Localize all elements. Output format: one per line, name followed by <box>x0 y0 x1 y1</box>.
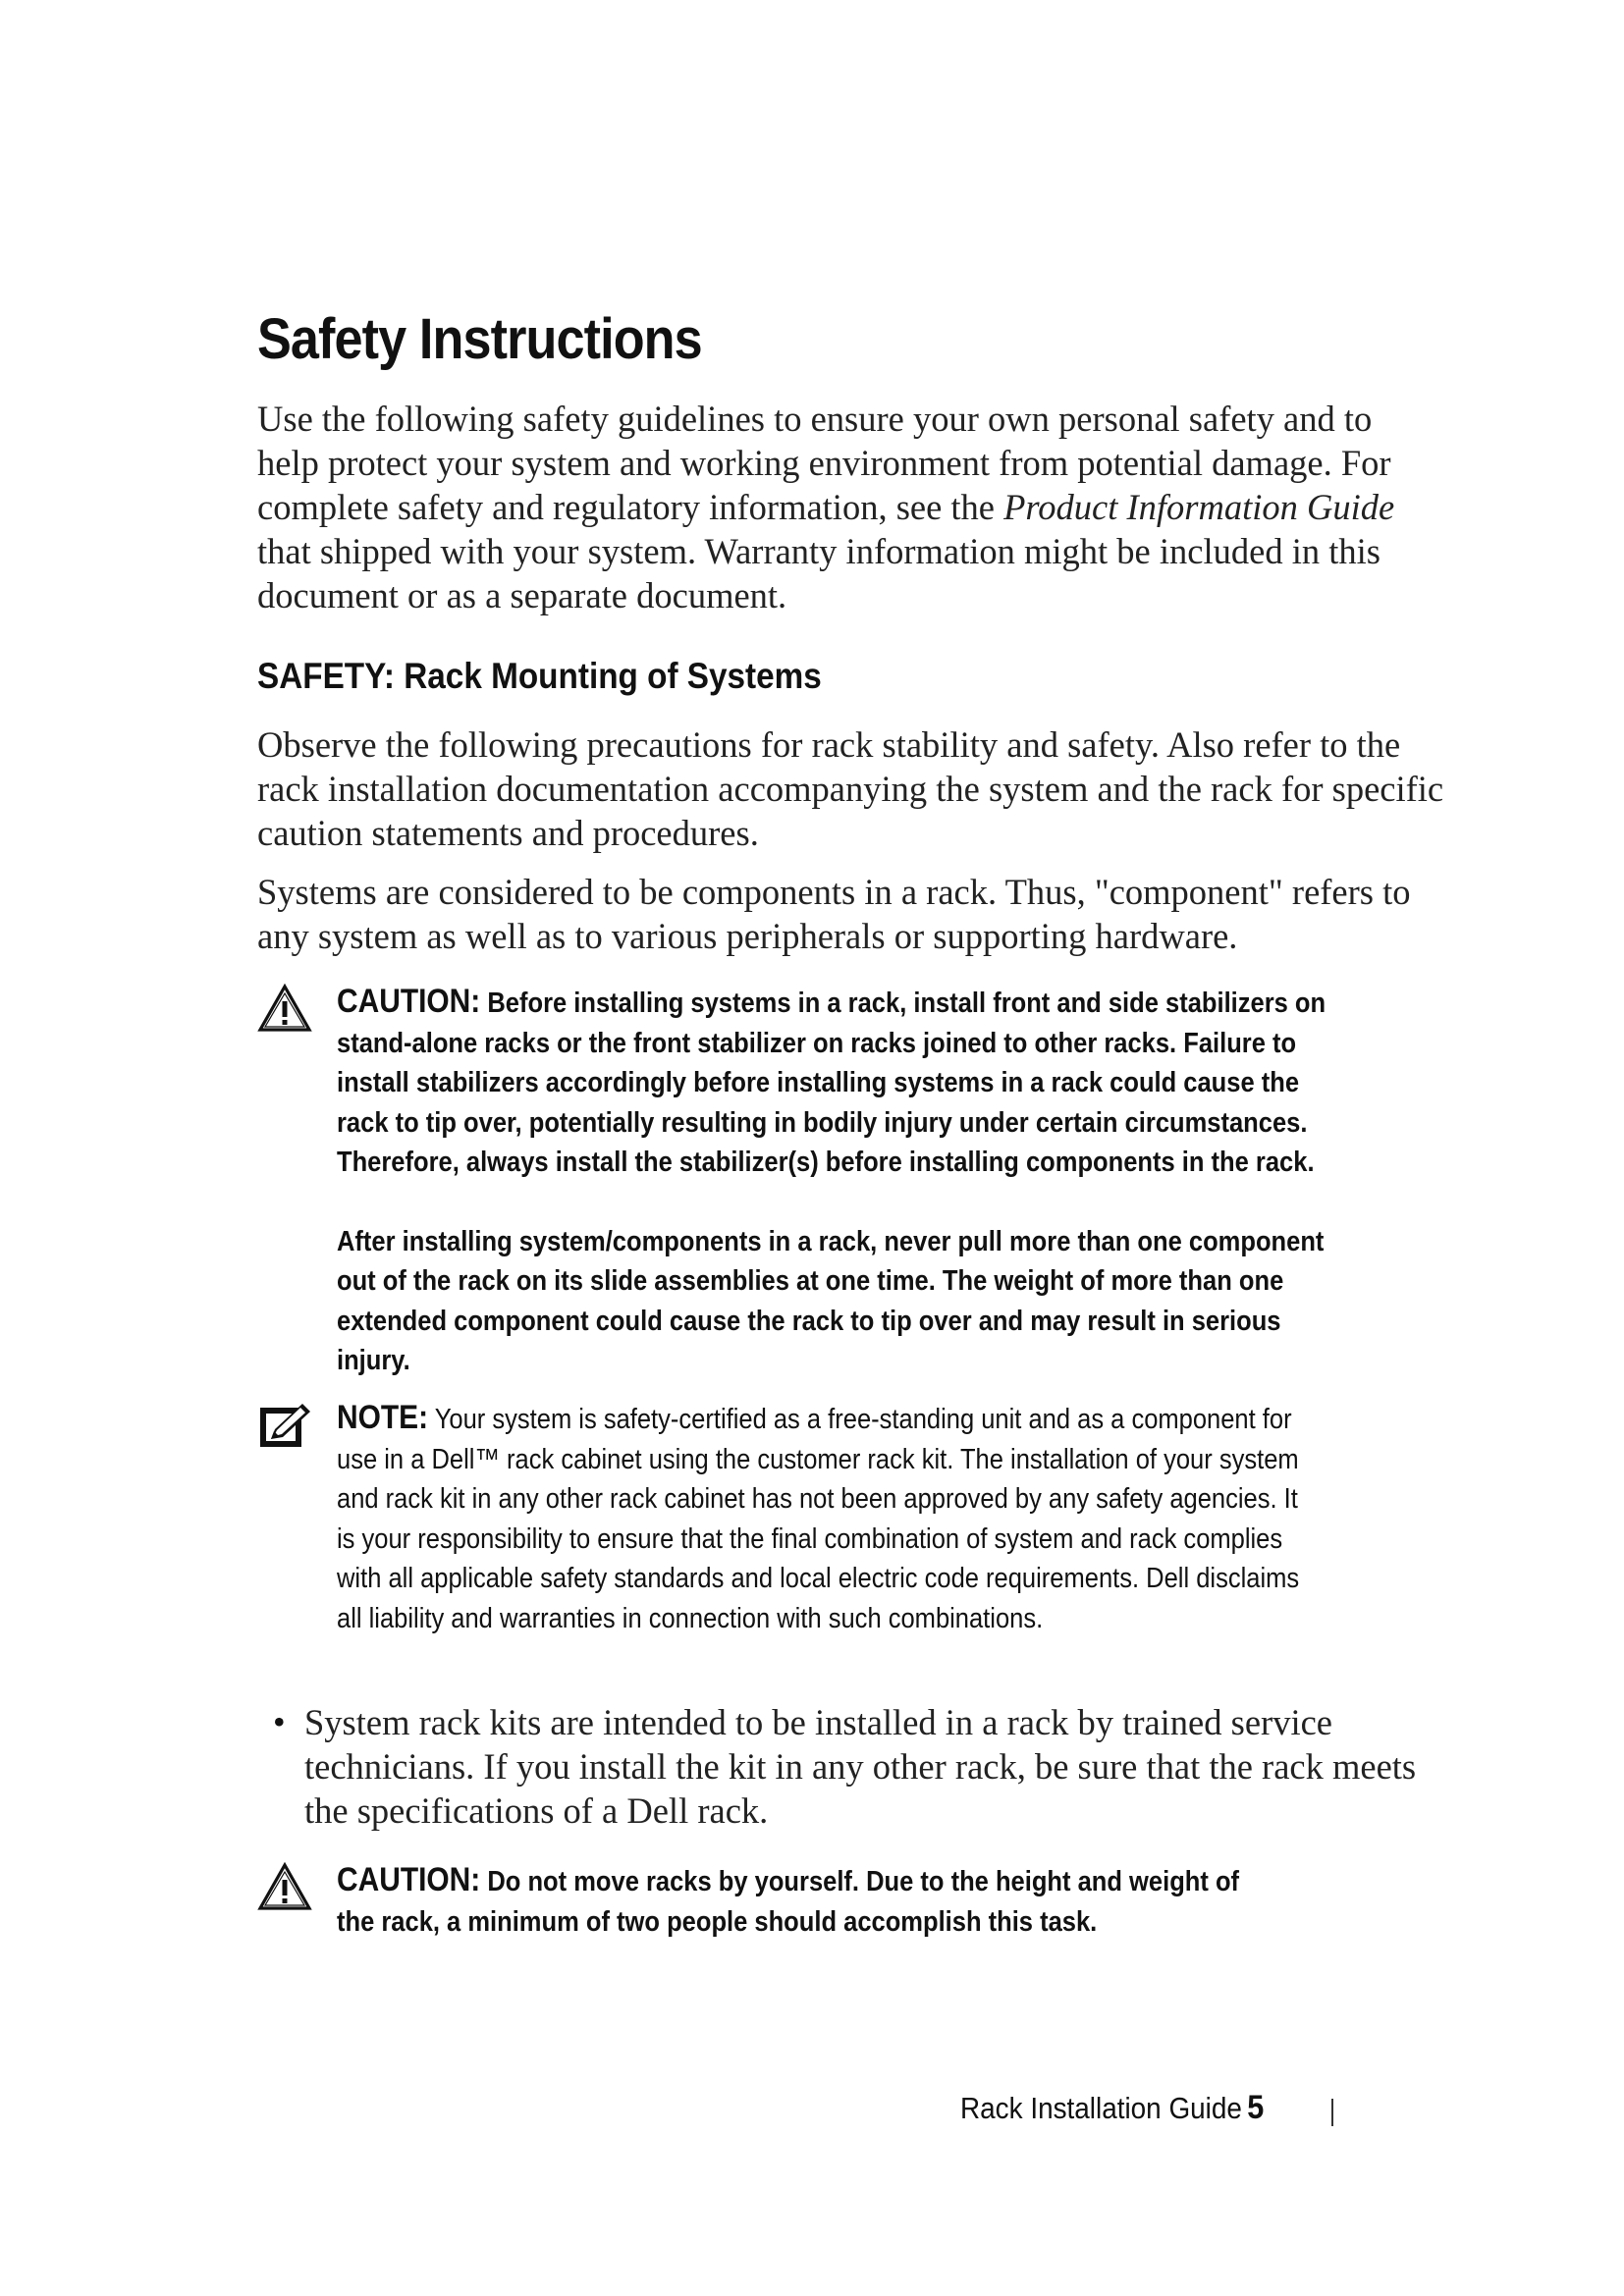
caution-1-text-1: Before installing systems in a rack, install front and side stabilizers on stand-alone racks or the front stabilizer on racks joined to other racks. Failure to install stabilizers accordingly before installing systems in a rack could cause the rack to tip over, potentially resulting in bodily injury under certain circumstances. Therefore, always install the stabilizer(s) before installing components in the rack. <box>337 988 1326 1178</box>
intro-italic-guide-title: Product Information Guide <box>1003 487 1395 527</box>
footer-divider <box>1331 2099 1333 2126</box>
caution-1-label: CAUTION: <box>337 983 481 1020</box>
caution-1-paragraph-2: After installing system/components in a rack, never pull more than one component out of the rack on its slide assemblies at one time. The weight of more than one extended component could cause the rack to tip over and may result in serious injury. <box>337 1225 1325 1376</box>
note-label: NOTE: <box>337 1399 429 1436</box>
bullet-text: System rack kits are intended to be installed in a rack by trained service technicians. If you install the kit in any other rack, be sure that the rack meets the specifications of a Dell rack. <box>304 1702 1417 1831</box>
note-paragraph <box>337 1398 1313 1638</box>
intro-text-part1: Use the following safety guidelines to ensure your own personal safety and to help protect your system and working environment from potential damage. For complete safety and regulatory information, see the <box>257 399 1391 527</box>
intro-paragraph <box>257 397 1435 617</box>
caution-block-1 <box>337 982 1330 1381</box>
bullet-symbol: • <box>273 1702 286 1741</box>
caution-2-text: Do not move racks by yourself. Due to the height and weight of the rack, a minimum of two people should accomplish this task. <box>337 1866 1240 1938</box>
footer-guide-name: Rack Installation Guide <box>960 2091 1242 2125</box>
body-paragraph-2: Systems are considered to be components in a rack. Thus, "component" refers to any system as well as to various peripherals or supporting hardware. <box>257 872 1411 956</box>
pencil-note-icon <box>257 1402 312 1451</box>
page-title: Safety Instructions <box>257 307 702 371</box>
caution-block-2 <box>337 1860 1253 1942</box>
caution-2-paragraph <box>337 1860 1253 1942</box>
footer-page-number: 5 <box>1247 2089 1265 2126</box>
caution-1-paragraph-1 <box>337 982 1330 1183</box>
note-block <box>337 1398 1313 1638</box>
caution-2-label: CAUTION: <box>337 1861 481 1898</box>
body-paragraph-1: Observe the following precautions for rack stability and safety. Also refer to the rack installation documentation accompanying the system and the rack for specific caution statements and procedures. <box>257 724 1444 853</box>
page-footer <box>960 2089 1264 2127</box>
intro-text-part2: that shipped with your system. Warranty information might be included in this document or as a separate document. <box>257 531 1380 615</box>
section-heading: SAFETY: Rack Mounting of Systems <box>257 656 822 696</box>
warning-triangle-icon <box>257 984 312 1033</box>
note-text: Your system is safety-certified as a free-standing unit and as a component for use in a Dell™ rack cabinet using the customer rack kit. The installation of your system and rack kit in any other rack cabinet has not been approved by any safety agencies. It is your responsibility to ensure that the final combination of system and rack complies with all applicable safety standards and local electric code requirements. Dell disclaims all liability and warranties in connection with such combinations. <box>337 1404 1300 1634</box>
warning-triangle-icon <box>257 1862 312 1911</box>
